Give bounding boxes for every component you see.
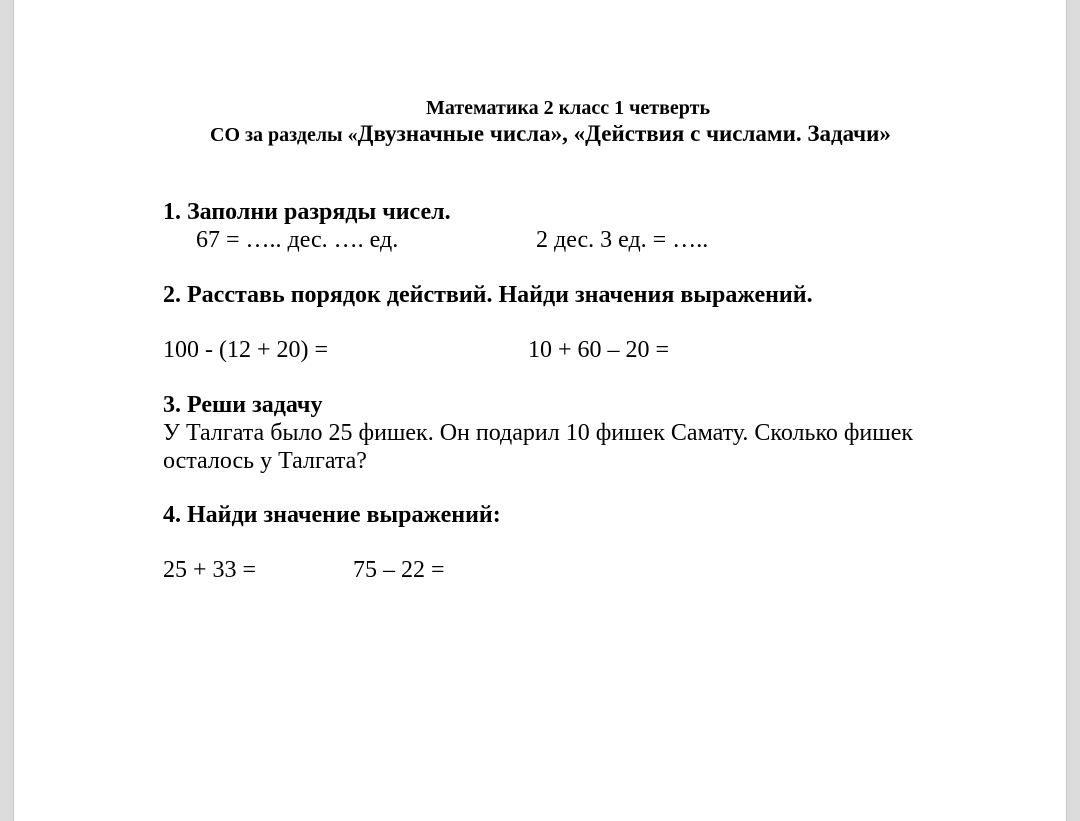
task-2-item-1: 100 - (12 + 20) =	[163, 337, 329, 363]
task-2-item-2: 10 + 60 – 20 =	[528, 337, 670, 363]
task-3-text-line-2: осталось у Талгата?	[163, 448, 367, 474]
task-4-item-1: 25 + 33 =	[163, 557, 257, 583]
subtitle-sections: Двузначные числа», «Действия с числами. Задачи»	[357, 121, 891, 146]
task-2-title: 2. Расставь порядок действий. Найди значения выражений.	[163, 282, 813, 308]
document-subtitle	[210, 122, 891, 145]
subtitle-prefix: СО за разделы «	[210, 124, 358, 146]
document-title: Математика 2 класс 1 четверть	[426, 97, 711, 119]
task-1-item-2: 2 дес. 3 ед. = …..	[536, 227, 709, 253]
task-1-title: 1. Заполни разряды чисел.	[163, 199, 451, 225]
task-1-item-1: 67 = ….. дес. …. ед.	[196, 227, 399, 253]
task-3-title: 3. Реши задачу	[163, 392, 323, 418]
task-3-text-line-1: У Талгата было 25 фишек. Он подарил 10 фишек Самату. Сколько фишек	[163, 420, 914, 446]
task-4-item-2: 75 – 22 =	[353, 557, 445, 583]
task-4-title: 4. Найди значение выражений:	[163, 502, 501, 528]
document-page	[13, 0, 1067, 821]
